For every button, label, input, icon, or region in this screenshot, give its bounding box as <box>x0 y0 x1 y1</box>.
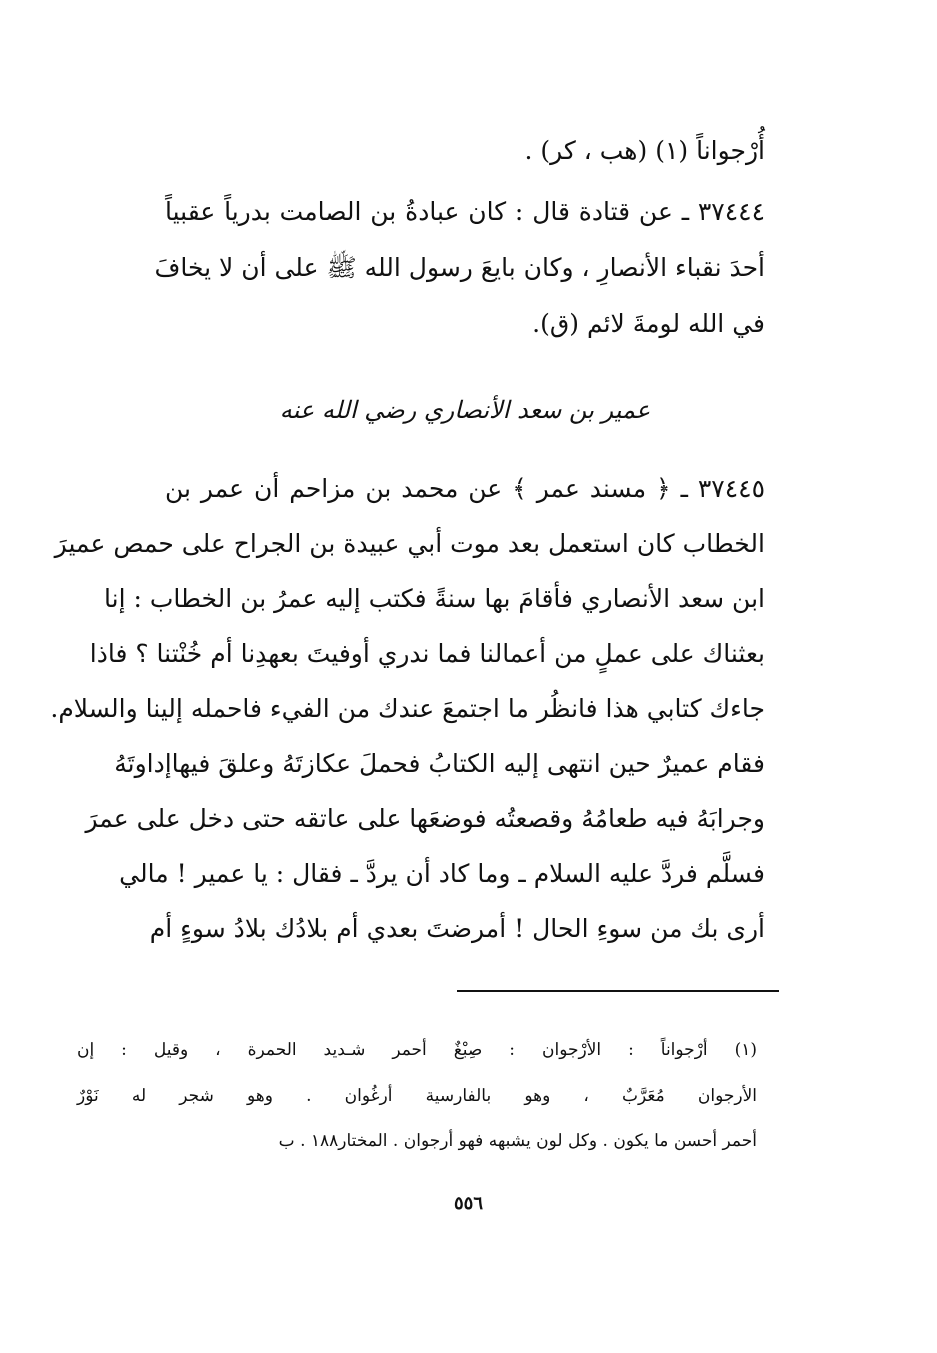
entry-line: أرى بك من سوءِ الحال ! أمرضتَ بعدي أم بلادُك بلادُ سوءٍ أم <box>149 914 765 943</box>
entry-line: فسلَّم فردَّ عليه السلام ـ وما كاد أن يردَّ ـ فقال : يا عمير ! مالي <box>119 859 765 888</box>
page-number: ٥٥٦ <box>453 1193 483 1214</box>
section-heading: عمير بن سعد الأنصاري رضي الله عنه <box>279 396 651 424</box>
entry-line: أحدَ نقباء الأنصارِ ، وكان بايعَ رسول الله ﷺ على أن لا يخافَ <box>154 253 765 282</box>
entry-line: في الله لومةَ لائم (ق). <box>532 309 765 338</box>
intro-line: أُرْجواناً (١) (هب ، كر) . <box>524 136 765 165</box>
footnote-line: الأرجوان مُعَرَّبٌ ، وهو بالفارسية أرغُوان . وهو شجر له نَوْرٌ <box>77 1086 757 1106</box>
entry-line: بعثناك على عملٍ من أعمالنا فما ندري أوفيتَ بعهدِنا أم خُنْتنا ؟ فاذا <box>89 639 765 668</box>
entry-line: وجرابَهُ فيه طعامُهُ وقصعتُه فوضعَها على عاتقه حتى دخل على عمرَ <box>85 804 765 833</box>
footnote-line: (١) أرْجواناً : الأرْجوان : صِبْغٌ أحمر شـديد الحمرة ، وقيل : إن <box>77 1040 757 1060</box>
footnote-line: أحمر أحسن ما يكون . وكل لون يشبهه فهو أرجوان . المختار١٨٨ . ب <box>278 1131 757 1151</box>
entry-line: الخطاب كان استعمل بعد موت أبي عبيدة بن الجراح على حمص عميرَ <box>54 529 765 558</box>
entry-line: جاءك كتابي هذا فانظُر ما اجتمعَ عندك من الفيء فاحمله إلينا والسلام. <box>50 694 765 723</box>
entry-line: فقام عميرٌ حين انتهى إليه الكتابُ فحملَ عكازتَهُ وعلقَ فيهاإداوتَهُ <box>114 749 765 778</box>
entry-line: ابن سعد الأنصاري فأقامَ بها سنةً فكتب إليه عمرُ بن الخطاب : إنا <box>104 584 765 613</box>
entry-line: ٣٧٤٤٤ ـ عن قتادة قال : كان عبادةُ بن الصامت بدرياً عقبياً <box>165 197 765 226</box>
footnote-divider <box>457 990 779 992</box>
entry-line: ٣٧٤٤٥ ـ ﴿ مسند عمر ﴾ عن محمد بن مزاحم أن عمر بن <box>165 474 765 503</box>
